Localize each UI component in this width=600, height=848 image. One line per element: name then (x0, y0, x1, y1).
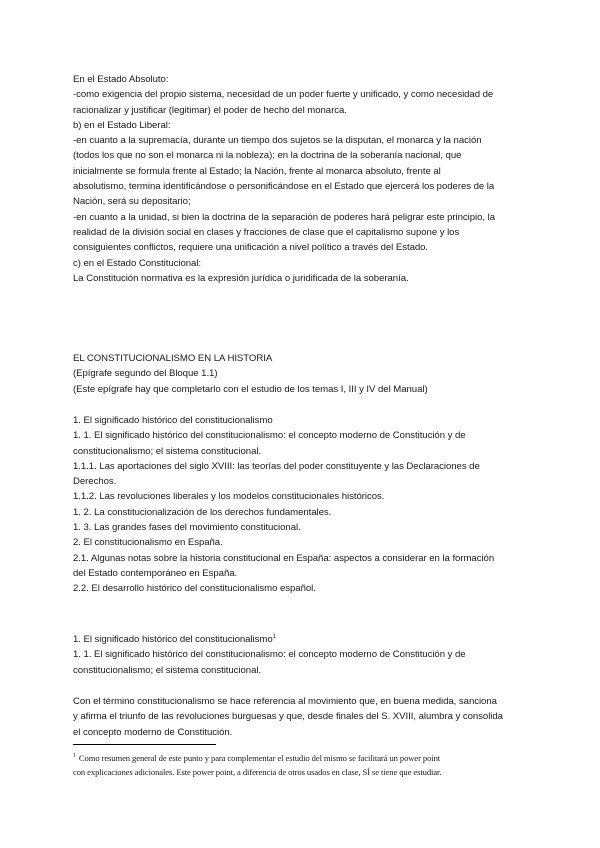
toc-item: 1.1.2. Las revoluciones liberales y los modelos constitucionales históricos. (73, 491, 385, 503)
toc-item: 1.1.1. Las aportaciones del siglo XVIII: las teorías del poder constituyente y las Declaraciones de (73, 460, 480, 472)
toc-item: del Estado contemporáneo en España. (73, 567, 238, 579)
section-subheading: (Epígrafe segundo del Bloque 1.1) (73, 368, 218, 380)
text-line: el concepto moderno de Constitución. (73, 726, 233, 738)
text-line: b) en el Estado Liberal: (73, 119, 171, 131)
text-line: realidad de la división social en clases y fracciones de clase que el capitalismo supone y los (73, 226, 460, 238)
toc-item: constitucionalismo; el sistema constitucional. (73, 445, 262, 457)
body-paragraph (73, 694, 529, 740)
section-note: (Este epígrafe hay que completarlo con el estudio de los temas I, III y IV del Manual) (73, 383, 428, 395)
toc-item: 1. 1. El significado histórico del constitucionalismo: el concepto moderno de Constitución y de (73, 430, 466, 442)
text-line: absolutismo, termina identificándose o personificándose en el Estado que ejercerá los poderes de la (73, 181, 495, 193)
footnote-line: con explicaciones adicionales. Este power point, a diferencia de otros usados en clase, SÍ se tiene que estudiar. (73, 767, 442, 777)
section-title-block (73, 351, 529, 397)
text-line: constitucionalismo; el sistema constitucional. (73, 664, 262, 676)
text-line: -en cuanto a la supremacía, durante un tiempo dos sujetos se la disputan, el monarca y la nación (73, 135, 482, 147)
subsection-heading-block (73, 632, 529, 678)
text-line: Nación, será su depositario; (73, 196, 191, 208)
text-line: consiguientes conflictos, requiere una unificación a nivel político a través del Estado. (73, 242, 429, 254)
text-line: -en cuanto a la unidad, si bien la doctrina de la separación de poderes hará peligrar este principio, la (73, 211, 495, 223)
table-of-contents (73, 413, 529, 597)
text-line: y afirma el triunfo de las revoluciones burguesas y que, desde finales del S. XVIII, alumbra y consolida (73, 711, 503, 723)
footnote-text: Como resumen general de este punto y para complementar el estudio del mismo se facilitará un power point (78, 753, 441, 763)
section-state-sovereignty (73, 72, 529, 286)
section-heading: EL CONSTITUCIONALISMO EN LA HISTORIA (73, 353, 273, 364)
subsection-title-text: 1. El significado histórico del constitucionalismo (73, 634, 273, 645)
toc-item: 2. El constitucionalismo en España. (73, 537, 223, 549)
text-line: 1. 1. El significado histórico del constitucionalismo: el concepto moderno de Constitución y de (73, 649, 466, 661)
toc-item: Derechos. (73, 476, 117, 488)
text-line: c) en el Estado Constitucional: (73, 257, 202, 269)
text-line: Con el término constitucionalismo se hace referencia al movimiento que, en buena medida, sanciona (73, 696, 497, 707)
text-line: -como exigencia del propio sistema, necesidad de un poder fuerte y unificado, y como necesidad de (73, 89, 494, 101)
toc-item: 2.1. Algunas notas sobre la historia constitucional en España: aspectos a considerar en la formación (73, 552, 495, 564)
footnote (73, 751, 529, 779)
footnote-line (73, 751, 529, 765)
text-line: racionalizar y justificar (legitimar) el poder de hecho del monarca. (73, 104, 347, 116)
toc-item: 1. 2. La constitucionalización de los derechos fundamentales. (73, 506, 332, 518)
footnote-reference[interactable]: 1 (272, 633, 276, 640)
footnote-separator (73, 744, 216, 745)
text-line: En el Estado Absoluto: (73, 74, 169, 85)
subsection-title (73, 632, 529, 647)
toc-item: 2.2. El desarrollo histórico del constitucionalismo español. (73, 583, 316, 595)
toc-item: 1. 3. Las grandes fases del movimiento constitucional. (73, 522, 301, 534)
text-line: La Constitución normativa es la expresión jurídica o juridificada de la soberanía. (73, 272, 409, 284)
footnote-number: 1 (73, 753, 76, 760)
text-line: (todos los que no son el monarca ni la nobleza); en la doctrina de la soberanía nacional, que (73, 150, 462, 162)
text-line: inicialmente se formula frente al Estado; la Nación, frente al monarca absoluto, frente al (73, 165, 441, 177)
toc-item: 1. El significado histórico del constitucionalismo (73, 415, 273, 426)
